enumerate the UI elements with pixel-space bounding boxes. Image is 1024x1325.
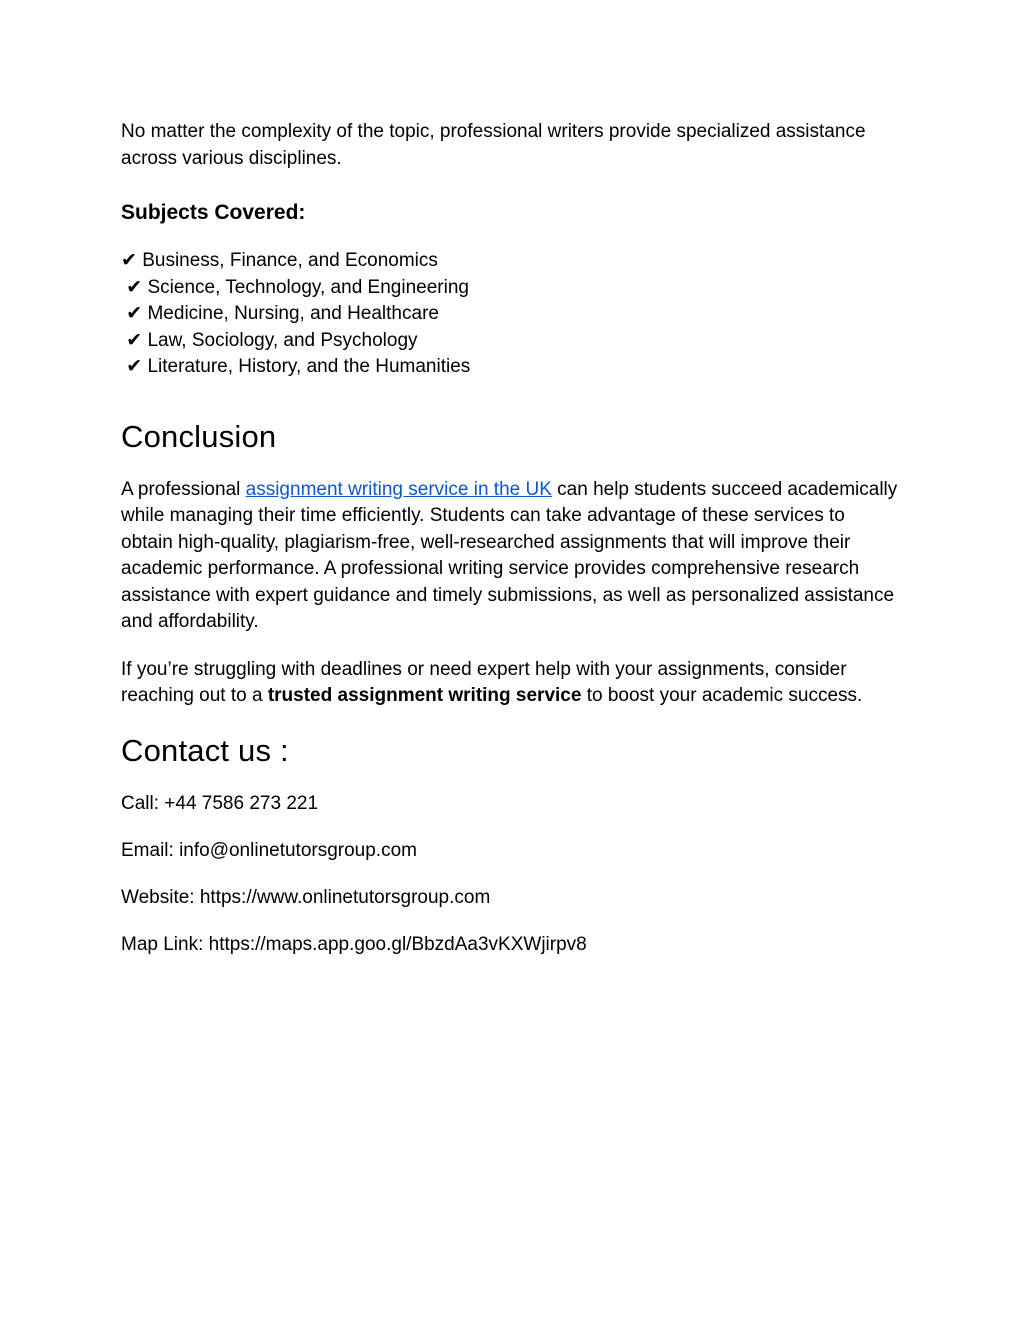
conclusion-p1-tail: can help students succeed academically while managing their time efficiently. Students can take advantage of these services to obtain high-quality, plagiarism-free, well-researched assignments that will improve their academic performance. A professional writing service provides comprehensive research assistance with expert guidance and timely submissions, as well as personalized assistance and affordability.	[121, 478, 898, 632]
assignment-service-link[interactable]: assignment writing service in the UK	[245, 478, 552, 500]
document-page	[121, 119, 901, 979]
conclusion-heading: Conclusion	[121, 418, 277, 454]
contact-map-link: Map Link: https://maps.app.goo.gl/BbzdAa3vKXWjirpv8	[121, 933, 587, 955]
subjects-list	[121, 248, 901, 381]
contact-call: Call: +44 7586 273 221	[121, 792, 319, 814]
subject-item-literature: ✔ Literature, History, and the Humanities	[121, 356, 471, 377]
subject-item-medicine: ✔ Medicine, Nursing, and Healthcare	[121, 303, 439, 324]
conclusion-paragraph-2	[121, 657, 901, 710]
intro-paragraph: No matter the complexity of the topic, professional writers provide specialized assistance across various disciplines.	[121, 121, 866, 169]
conclusion-p2-bold: trusted assignment writing service	[267, 685, 582, 706]
conclusion-p2-lead: If you’re struggling with deadlines or need expert help with your assignments, consider reaching out to a	[121, 658, 847, 706]
subject-item-law: ✔ Law, Sociology, and Psychology	[121, 329, 418, 351]
contact-email: Email: info@onlinetutorsgroup.com	[121, 839, 417, 861]
conclusion-p1-lead: A professional	[121, 478, 246, 500]
contact-website: Website: https://www.onlinetutorsgroup.com	[121, 886, 491, 908]
subjects-heading: Subjects Covered:	[121, 201, 306, 224]
subject-item-business: ✔ Business, Finance, and Economics	[121, 250, 438, 271]
contact-heading: Contact us :	[121, 732, 289, 768]
conclusion-p2-tail: to boost your academic success.	[581, 685, 863, 706]
subject-item-science: ✔ Science, Technology, and Engineering	[121, 276, 469, 298]
conclusion-paragraph-1	[121, 477, 901, 636]
